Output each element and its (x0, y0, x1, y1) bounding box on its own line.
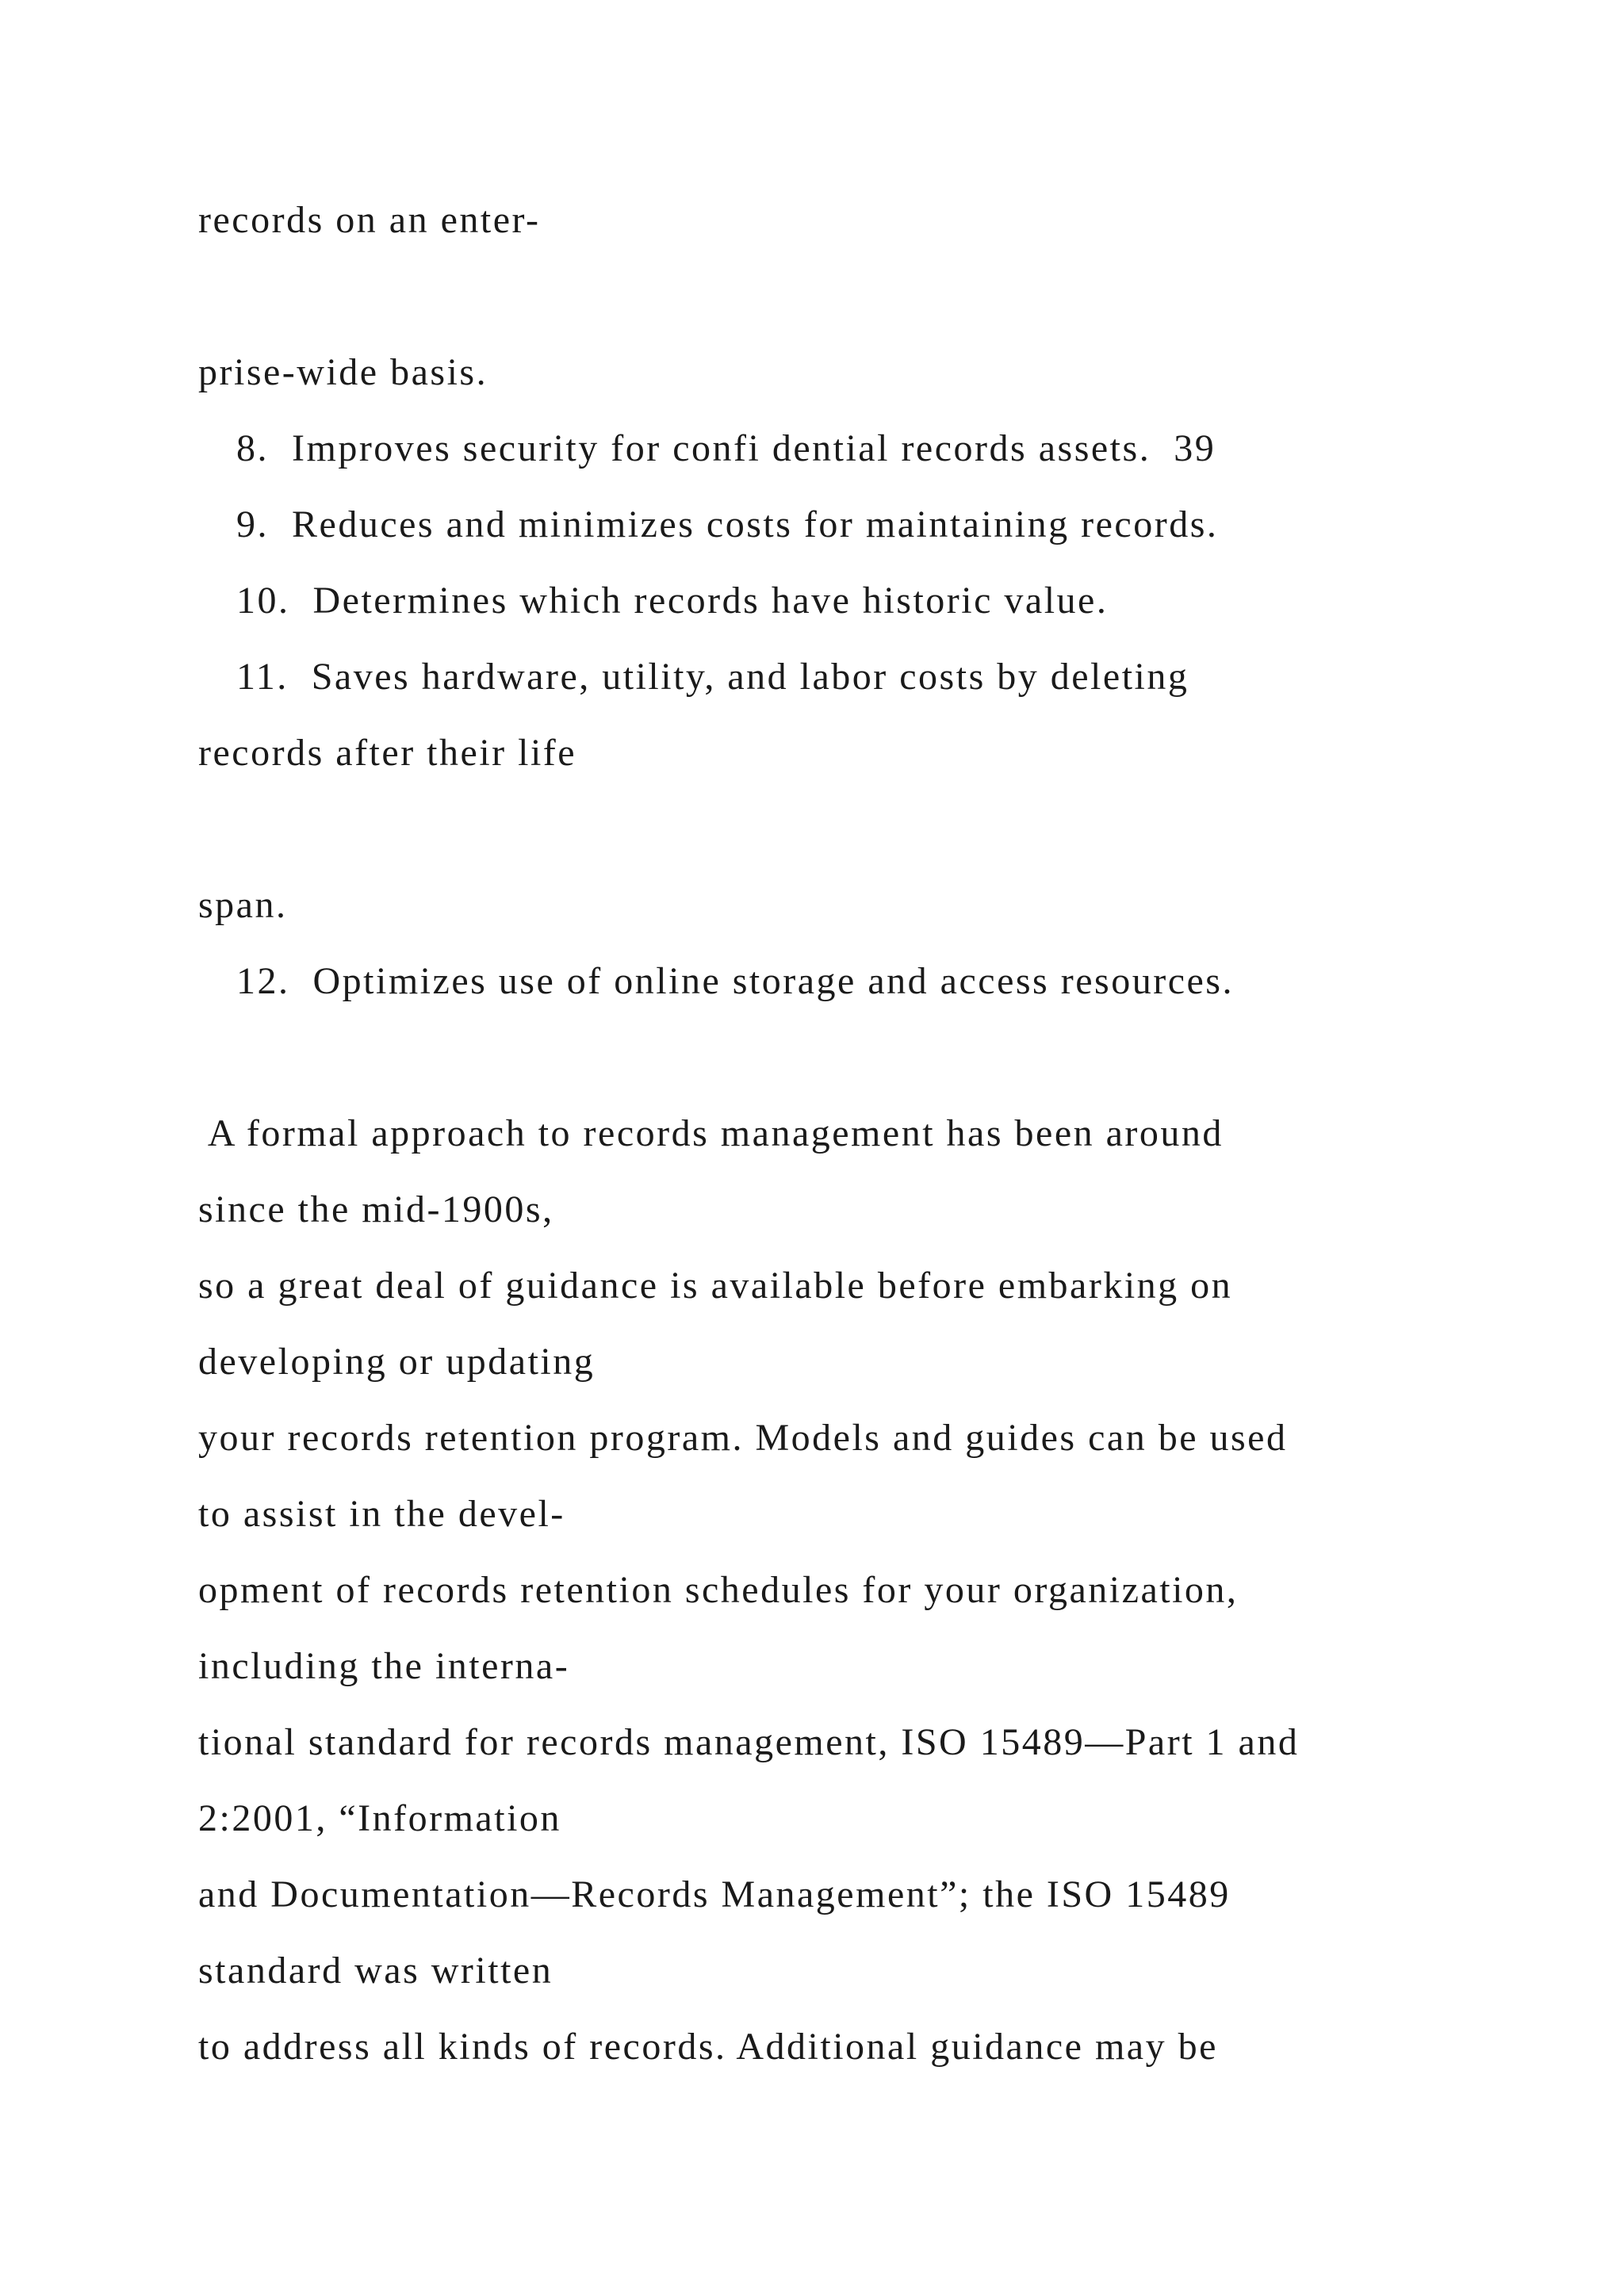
paragraph-line: your records retention program. Models and guides can be used (198, 1417, 1288, 1459)
paragraph-line: to assist in the devel- (198, 1493, 565, 1535)
paragraph-line: since the mid-1900s, (198, 1188, 554, 1230)
text-line: span. (198, 884, 288, 926)
paragraph-line: developing or updating (198, 1341, 596, 1383)
list-item-8: 8. Improves security for confi dential records assets. 39 (236, 427, 1216, 469)
paragraph-line: and Documentation—Records Management”; the ISO 15489 (198, 1873, 1231, 1915)
text-line: prise-wide basis. (198, 351, 488, 393)
paragraph-line: opment of records retention schedules for your organization, (198, 1569, 1239, 1611)
list-item-12: 12. Optimizes use of online storage and access resources. (236, 960, 1234, 1002)
list-item-9: 9. Reduces and minimizes costs for maintaining records. (236, 503, 1219, 545)
paragraph-line: A formal approach to records management has been around (198, 1112, 1224, 1154)
text-line: records after their life (198, 732, 577, 774)
paragraph-line: tional standard for records management, ISO 15489—Part 1 and (198, 1721, 1300, 1763)
list-item-10: 10. Determines which records have historic value. (236, 580, 1109, 622)
text-line: records on an enter- (198, 199, 541, 241)
list-item-11: 11. Saves hardware, utility, and labor costs by deleting (236, 656, 1189, 698)
paragraph-line: including the interna- (198, 1645, 570, 1687)
paragraph-line: standard was written (198, 1950, 553, 1992)
paragraph-line: 2:2001, “Information (198, 1797, 561, 1839)
paragraph-line: so a great deal of guidance is available before embarking on (198, 1265, 1233, 1307)
paragraph-line: to address all kinds of records. Additional guidance may be (198, 2026, 1218, 2068)
